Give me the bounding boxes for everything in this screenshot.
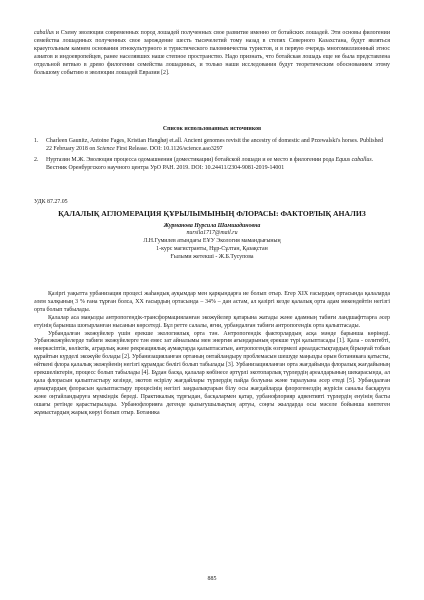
affiliation-line-1: Л.Н.Гумилев атындағы ЕҰУ Экология мамандығының (143, 238, 281, 245)
top-paragraph (34, 30, 390, 77)
article-header (34, 199, 390, 262)
reference-number: 2. (34, 156, 39, 163)
body-paragraph-3: Урбандалған экожүйелер үшін ерекше экологиялық орта тән. Антропогендік факторлардың асқа мәнде барынша көрінеді. Урбанэкожүйелерде табиғи экожүйелерге тән емес зат айналымы мен энергия ағындарының ерекше түрі қалыптасады [1]. Қала - селитебті, өнеркәсіптік, көліктік, аграрлық және рекреациялық аумақтарда қалыптасатын, антропогендік өзгермелі ареалдастықтардың бірыңғай тобын құрайтын күрделі экожүйе болады [2]. Урбанизацияланған ортаның онтайландыру проблемасын шешуде маңызды орын ботаникаға қатысты, өйткені флора қалалық экожүйенің негізгі құрамдас бөлігі болып табылады [3]. Урбанизацияланған орта жағдайында флоралық жағдайының ерекшеліктерін, процесс болып табылады [4]. Бұдан басқа, қалалар көбінесе әртүрлі экотопарлық түрлердің ареалдарының шекарасында, ал қала флорасын қалыптастыру кезінде, экотоп өсірілу жағдайлары түрлердің пайда болуына және таралуына әсер етеді [5]. Урбандалған аумақтардың флорасын қалыптастыру процесінің негізгі заңдылықтарын білу осы жағдайларда флорогенездің жүрісін саналы басқаруға және оңтайландыруға мүмкіндік береді. Практикалық тұрғыдан, басқалармен қатар, урбанофлорияр адвентивті түрлердің енуінің басты ошағы ретінде қарастырылады. Урбанофлорияға дегенде қызығушылықтың артуы, соңғы жылдарда осы мәселе бойынша көптеген жұмыстардың жарық көруі болып отыр. Ботаника (34, 330, 390, 416)
body-paragraph-1: Қазіргі уақытта урбанизация процесі жаһандық ауқымдар мен қарқындарға ие болып отыр. Егер XIX ғасырдың ортасында қалаларда әлем халқының 3 % ғана тұрған болса, XX ғасырдың ортасында – 34% – дан астам, ал қазіргі кезде қалалық орта адам мекендейтін негізгі орта болып табылады. (34, 291, 390, 313)
article-body (34, 291, 390, 418)
references-heading: Список использованных источников (162, 126, 262, 132)
italic-run: caballus (34, 30, 54, 36)
affiliation-line-2: 1-курс магистранты, Нұр-Сұлтан, Қазақстан (156, 246, 268, 253)
italic-run: Science (96, 145, 115, 152)
reference-item-2 (34, 157, 390, 173)
supervisor-line: Ғылыми жетекші - Ж.Б.Тусупова (170, 254, 254, 261)
references-section (34, 126, 390, 173)
body-paragraph-2: Қалалар аса маңызды антропогендік-трансформацияланған экожүйелер қатарына жатады және адамның табиғи ландшафттарға әсер етуінің барынша шоғырланған нысанын көрсетеді. Бұл ретте салалы, яғни, урбандалған табиғи антропогендік орта қалыптасады. (34, 314, 390, 329)
udc-code: УДК 87.27.05 (34, 199, 68, 205)
text-run: First Release. DOI: 10.1126/science.aao3297 (114, 145, 223, 152)
reference-item-1 (34, 138, 390, 154)
text-run: Нуртазин М.Ж. Эволюция процесса одомашнения (доместикации) ботайской лошади и ее место в филогении рода (46, 156, 336, 163)
text-run: и Схему эволюции современных пород лошадей полученных свое развитие именно от ботайских лошадей. Эти основы филогении семейства лошадиных полученных свое зарождение шесть тысячелетий тому назад в степях Северного Казахстана, будут являться краеугольным камнем основания этнокультурного и туристического паломничества туристов, и в первую очередь многомиллионный этнос азиатов и индоевропейцев, ранее населявших наше степное пространство. Надо признать, что ботайская лошадь еще не была представлена отдельной ветвью в древо филогении семейства лошадиных, и только наши исследования будут теоретическим обоснованием этому большому событию в эволюции лошадей Евразии [2]. (34, 30, 390, 76)
text-run: Charleen Gaunitz, Antoine Fages, Kristian Hanghøj et.all. Ancient genomes revisit the ancestry of domestic and Przewalski's horses. Published 22 February 2018 on (46, 137, 384, 152)
author-name: Журманова Нурсила Шамшадиновна (163, 222, 261, 229)
author-email: nursila1717@mail.ru (186, 230, 238, 237)
reference-text (46, 157, 373, 171)
text-run: . Вестник Оренбургского научного центра УрО РАН. 2019. DOI: 10.24411/2304-9081-2019-14001 (46, 156, 374, 171)
reference-number: 1. (34, 137, 39, 144)
page-number: 885 (207, 576, 217, 582)
reference-text (46, 138, 383, 152)
italic-run: Equus caballus (335, 156, 372, 163)
article-title: ҚАЛАЛЫҚ АГЛОМЕРАЦИЯ ҚҰРЫЛЫМЫНЫҢ ФЛОРАСЫ: ФАКТОРЛЫҚ АНАЛИЗ (58, 208, 366, 218)
